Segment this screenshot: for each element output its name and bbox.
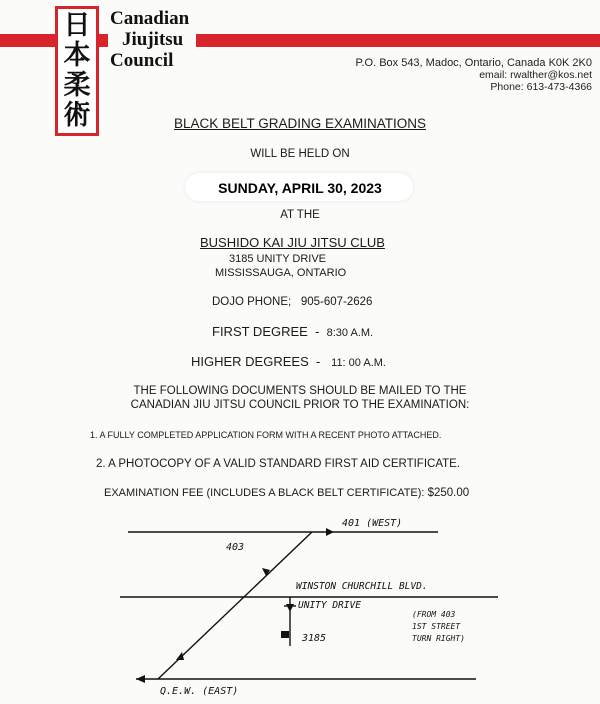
logo-kanji-4: 術 bbox=[63, 100, 91, 131]
org-name-line-1: Canadian bbox=[110, 8, 190, 29]
notice-title: BLACK BELT GRADING EXAMINATIONS bbox=[173, 116, 427, 131]
label-403: 403 bbox=[226, 542, 245, 553]
fee-amount: $250.00 bbox=[427, 487, 470, 499]
club-name: BUSHIDO KAI JIU JITSU CLUB bbox=[200, 235, 385, 250]
exam-fee bbox=[104, 487, 469, 499]
label-401: 401 (WEST) bbox=[342, 518, 403, 529]
org-name-line-3: Council bbox=[110, 50, 174, 71]
email-address: email: rwalther@kos.net bbox=[479, 69, 592, 81]
documents-instructions bbox=[0, 384, 600, 412]
arrow-qew bbox=[136, 675, 145, 683]
header-red-bar-right bbox=[196, 34, 600, 47]
first-degree-row: FIRST DEGREE - 8:30 A.M. bbox=[212, 324, 374, 339]
fee-label: EXAMINATION FEE (INCLUDES A BLACK BELT CERTIFICATE): bbox=[104, 487, 425, 499]
logo-kanji-1: 日 bbox=[63, 10, 91, 41]
logo-kanji-3: 柔 bbox=[63, 70, 91, 101]
label-note-3: TURN RIGHT) bbox=[412, 634, 465, 643]
held-on-text: WILL BE HELD ON bbox=[250, 148, 350, 160]
dojo-phone-label: DOJO PHONE; bbox=[212, 296, 292, 308]
contact-info bbox=[356, 57, 592, 93]
at-the-text: AT THE bbox=[280, 209, 320, 221]
arrow-403-upper bbox=[262, 568, 270, 576]
postal-address: P.O. Box 543, Madoc, Ontario, Canada K0K 2K0 bbox=[355, 57, 592, 69]
logo-kanji-2: 本 bbox=[63, 40, 91, 71]
dojo-phone bbox=[212, 296, 372, 308]
notice-title-row bbox=[0, 116, 600, 131]
documents-line-1: THE FOLLOWING DOCUMENTS SHOULD BE MAILED TO THE bbox=[133, 385, 467, 397]
phone-number: Phone: 613-473-4366 bbox=[490, 81, 592, 93]
document-item-2: 2. A PHOTOCOPY OF A VALID STANDARD FIRST AID CERTIFICATE. bbox=[96, 458, 461, 470]
arrow-403-lower bbox=[176, 652, 184, 660]
arrow-unity bbox=[286, 604, 294, 612]
club-city: MISSISSAUGA, ONTARIO bbox=[215, 267, 347, 279]
arrow-401 bbox=[326, 528, 334, 536]
org-name-line-2: Jiujitsu bbox=[122, 29, 184, 50]
first-degree-label: FIRST DEGREE bbox=[212, 324, 308, 339]
exam-date: SUNDAY, APRIL 30, 2023 bbox=[218, 180, 382, 196]
org-name bbox=[110, 8, 189, 71]
location-3185-marker bbox=[281, 631, 289, 638]
higher-degrees-row: HIGHER DEGREES - 11: 00 A.M. bbox=[191, 354, 386, 369]
label-note-2: 1ST STREET bbox=[412, 622, 461, 631]
club-street: 3185 UNITY DRIVE bbox=[229, 253, 327, 265]
label-winston: WINSTON CHURCHILL BLVD. bbox=[296, 581, 428, 592]
first-degree-time: 8:30 A.M. bbox=[326, 327, 374, 339]
label-unity: UNITY DRIVE bbox=[298, 600, 361, 611]
dojo-phone-number: 905-607-2626 bbox=[300, 296, 373, 308]
higher-degrees-time: 11: 00 A.M. bbox=[331, 357, 386, 369]
directions-map bbox=[0, 510, 600, 704]
label-note-1: (FROM 403 bbox=[412, 610, 456, 619]
label-3185: 3185 bbox=[302, 633, 327, 644]
label-qew: Q.E.W. (EAST) bbox=[160, 686, 239, 697]
document-item-1: 1. A FULLY COMPLETED APPLICATION FORM WITH A RECENT PHOTO ATTACHED. bbox=[90, 430, 442, 440]
documents-line-2: CANADIAN JIU JITSU COUNCIL PRIOR TO THE EXAMINATION: bbox=[130, 399, 470, 411]
higher-degrees-label: HIGHER DEGREES bbox=[191, 354, 309, 369]
